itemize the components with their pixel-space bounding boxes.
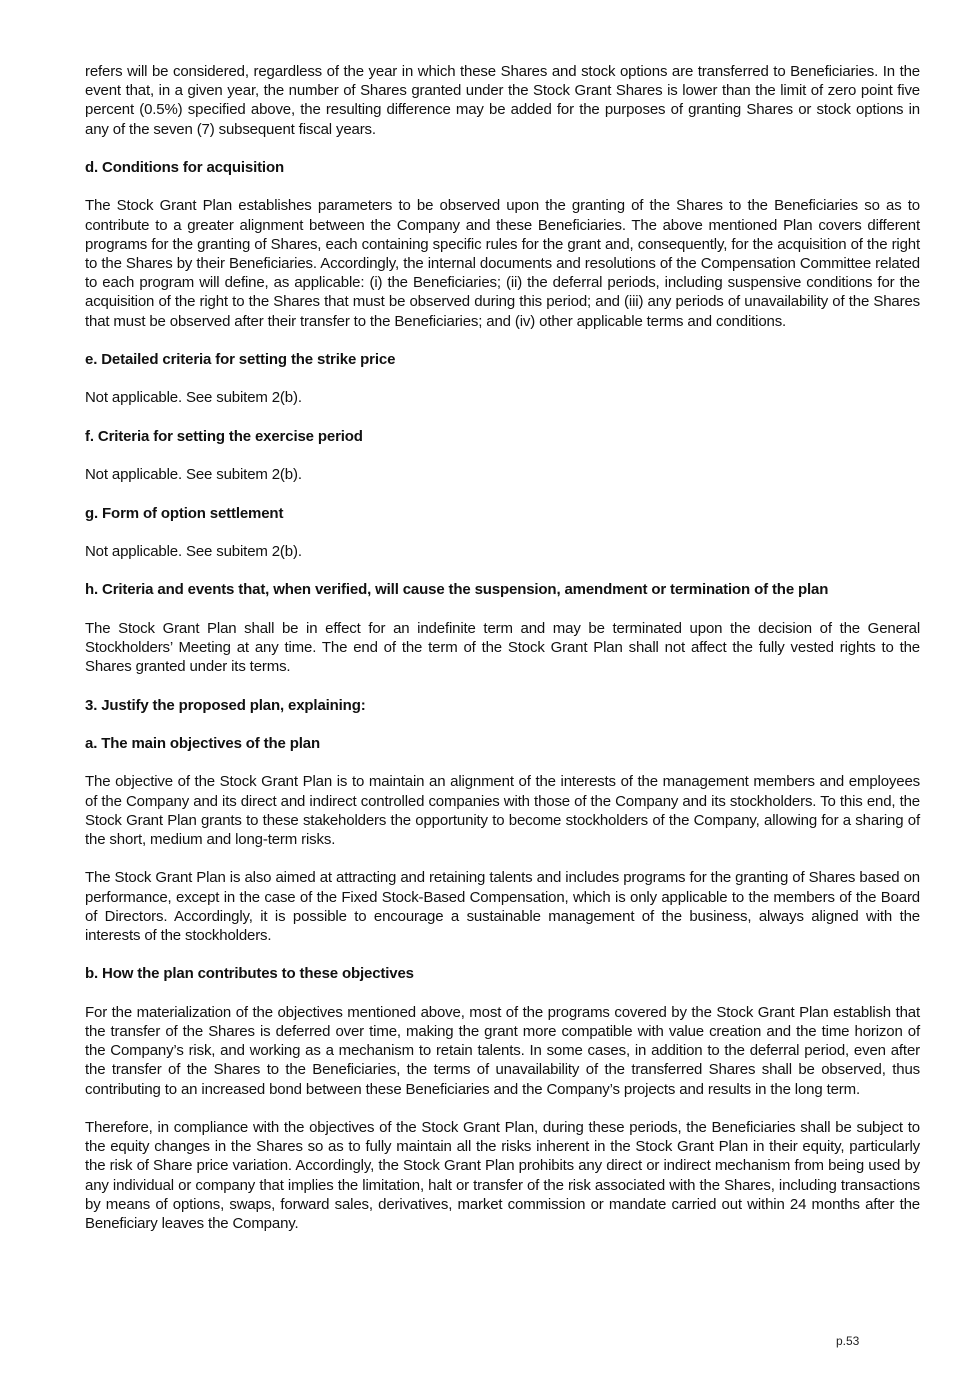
section-heading: b. How the plan contributes to these objectives — [85, 965, 414, 983]
document-body — [85, 62, 920, 1252]
paragraph: The Stock Grant Plan establishes parameters to be observed upon the granting of the Shares to the Beneficiaries so as to contribute to a greater alignment between the Company and these Beneficiaries. The above mentioned Plan covers different programs for the granting of Shares, each containing specific rules for the grant and, consequently, for the acquisition of the right to the Shares by their Beneficiaries. Accordingly, the internal documents and resolutions of the Compensation Committee related to each program will define, as applicable: (i) the Beneficiaries; (ii) the deferral periods, including suspensive conditions for the acquisition of the right to the Shares that must be observed during this period; and (iii) any periods of unavailability of the Shares that must be observed after their transfer to the Beneficiaries; and (iv) other applicable terms and conditions. — [85, 197, 920, 330]
section-heading: h. Criteria and events that, when verified, will cause the suspension, amendment or termination of the plan — [85, 581, 829, 599]
paragraph: The Stock Grant Plan shall be in effect for an indefinite term and may be terminated upon the decision of the General Stockholders’ Meeting at any time. The end of the term of the Stock Grant Plan shall not affect the fully vested rights to the Shares granted under its terms. — [85, 619, 920, 676]
paragraph: Not applicable. See subitem 2(b). — [85, 466, 302, 484]
paragraph: For the materialization of the objectives mentioned above, most of the programs covered by the Stock Grant Plan establish that the transfer of the Shares is deferred over time, making the grant more compatible with value creation and the time horizon of the Company’s risk, and working as a mechanism to retain talents. In some cases, in addition to the deferral period, even after the transfer of the Shares to the Beneficiaries, the terms of unavailability of the transferred Shares shall be observed, thus contributing to an increased bond between these Beneficiaries and the Company’s projects and results in the long term. — [85, 1003, 920, 1098]
paragraph: Not applicable. See subitem 2(b). — [85, 542, 302, 560]
section-heading: a. The main objectives of the plan — [85, 734, 320, 752]
page-number: p.53 — [836, 1334, 860, 1348]
paragraph: The objective of the Stock Grant Plan is to maintain an alignment of the interests of the management members and employees of the Company and its direct and indirect controlled companies with those of the Company and its stockholders. To this end, the Stock Grant Plan grants to these stakeholders the opportunity to become stockholders of the Company, allowing for a sharing of the short, medium and long-term risks. — [85, 773, 920, 848]
paragraph: Not applicable. See subitem 2(b). — [85, 389, 302, 407]
section-heading: d. Conditions for acquisition — [85, 159, 284, 176]
paragraph: Therefore, in compliance with the objectives of the Stock Grant Plan, during these periods, the Beneficiaries shall be subject to the equity changes in the Shares so as to fully maintain all the risks inherent in the Stock Grant Plan in their equity, particularly the risk of Share price variation. Accordingly, the Stock Grant Plan prohibits any direct or indirect mechanism from being used by any individual or company that implies the limitation, halt or transfer of the risk associated with the Shares, including transactions by means of options, swaps, forward sales, derivatives, market commission or mandate carried out within 24 months after the Beneficiary leaves the Company. — [85, 1118, 920, 1232]
section-heading: f. Criteria for setting the exercise period — [85, 427, 363, 445]
paragraph: refers will be considered, regardless of the year in which these Shares and stock options are transferred to Beneficiaries. In the event that, in a given year, the number of Shares granted under the Stock Grant Shares is lower than the limit of zero point five percent (0.5%) specified above, the resulting difference may be added for the purposes of granting Shares or stock options in any of the seven (7) subsequent fiscal years. — [85, 63, 920, 138]
section-heading: g. Form of option settlement — [85, 504, 284, 522]
section-heading: e. Detailed criteria for setting the strike price — [85, 351, 396, 368]
section-heading: 3. Justify the proposed plan, explaining: — [85, 696, 366, 714]
paragraph: The Stock Grant Plan is also aimed at attracting and retaining talents and includes programs for the granting of Shares based on performance, except in the case of the Fixed Stock-Based Compensation, which is only applicable to the members of the Board of Directors. Accordingly, it is possible to encourage a sustainable management of the business, always aligned with the interests of the stockholders. — [85, 869, 920, 944]
